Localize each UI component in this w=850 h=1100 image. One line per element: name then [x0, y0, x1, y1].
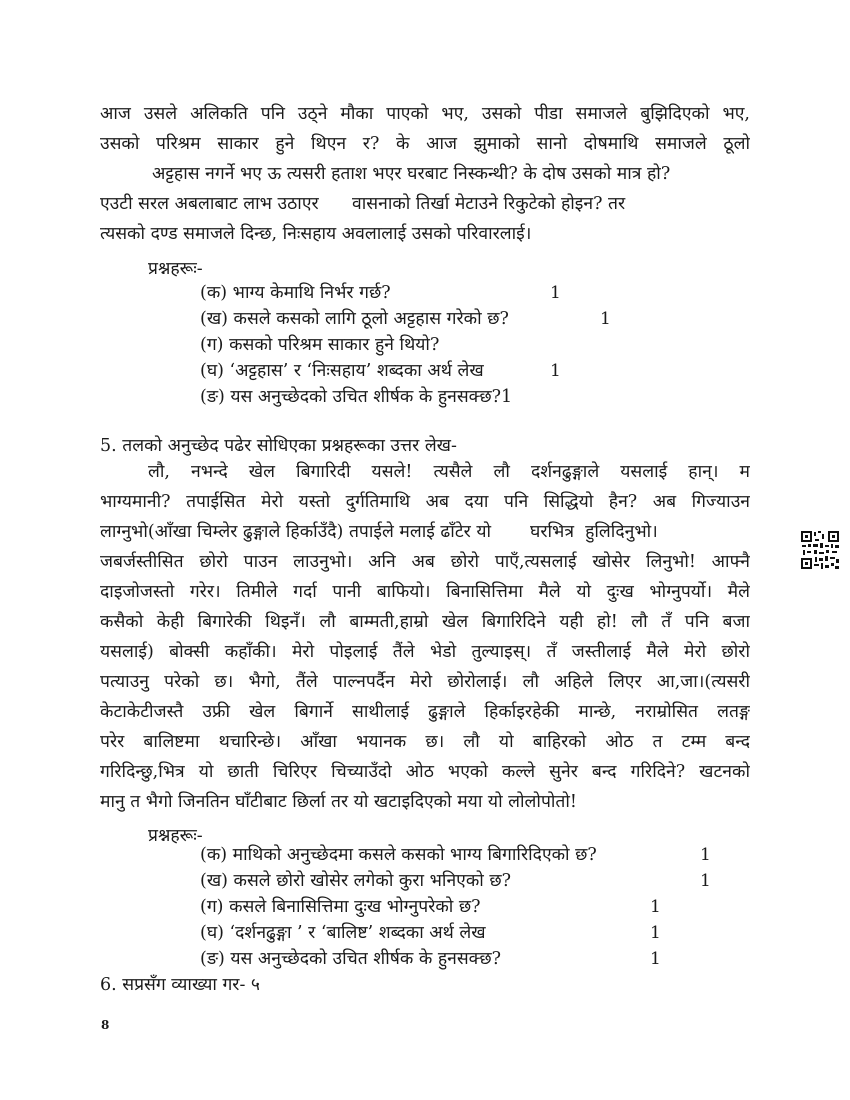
- passage1-line-1: आज उसले अलिकति पनि उठ्ने मौका पाएको भए, उसको पीडा समाजले बुझिदिएको भए,: [100, 104, 750, 124]
- mark-1d: 1: [550, 361, 561, 381]
- passage1-line-4: एउटी सरल अबलाबाट लाभ उठाएर वासनाको तिर्खा मेटाउने रिकुटेको होइन? तर: [100, 194, 626, 214]
- section5-line-6: कसैको केही बिगारेकी थिइनँ। लौ बाम्मती,हाम्रो खेल बिगारिदिने यही हो! लौ तँ पनि बजा: [100, 612, 750, 632]
- passage1-line-3: अट्टहास नगर्ने भए ऊ त्यसरी हताश भएर घरबाट निस्कन्थी? के दोष उसको मात्र हो?: [152, 164, 671, 184]
- mark-5d: 1: [650, 923, 661, 943]
- section5-line-3: लाग्नुभो(आँखा चिम्लेर ढुङ्गाले हिर्काउँदै) तपाईले मलाई ढाँटेर यो घरभित्र हुलिदिनुभो।: [100, 522, 658, 542]
- question-5b: (ख) कसले छोरो खोसेर लगेको कुरा भनिएको छ?: [200, 871, 512, 891]
- section5-line-12: मानु त भैगो जिनतिन घाँटीबाट छिर्ला तर यो खटाइदिएको मया यो लोलोपोतो!: [100, 792, 577, 812]
- question-5a: (क) माथिको अनुच्छेदमा कसले कसको भाग्य बिगारिदिएको छ?: [200, 845, 597, 865]
- question-1d: (घ) ‘अट्टहास’ र ‘निःसहाय’ शब्दका अर्थ लेख: [200, 361, 484, 381]
- section5-line-1: लौ, नभन्दे खेल बिगारिदी यसले! त्यसैले लौ दर्शनढुङ्गाले यसलाई हान्। म: [148, 462, 750, 482]
- passage1-line-2: उसको परिश्रम साकार हुने थिएन र? के आज झुमाको सानो दोषमाथि समाजले ठूलो: [100, 134, 750, 154]
- question-1b: (ख) कसले कसको लागि ठूलो अट्टहास गरेको छ?: [200, 309, 509, 329]
- mark-1a: 1: [550, 283, 561, 303]
- mark-5c: 1: [650, 897, 661, 917]
- section5-line-7: यसलाई) बोक्सी कहाँकी। मेरो पोइलाई तैंले भेडो तुल्याइस्। तँ जस्तीलाई मैले मेरो छोरो: [100, 642, 750, 662]
- section5-line-11: गरिदिन्छु,भित्र यो छाती चिरिएर चिच्याउँदो ओठ भएको कल्ले सुनेर बन्द गरिदिने? खटनको: [100, 762, 750, 782]
- question-5d: (घ) ‘दर्शनढुङ्गा ’ र ‘बालिष्ट’ शब्दका अर्थ लेख: [200, 923, 486, 943]
- mark-5e: 1: [650, 949, 661, 969]
- section5-line-10: परेर बालिष्टमा थचारिन्छे। आँखा भयानक छ। लौ यो बाहिरको ओठ त टम्म बन्द: [100, 732, 750, 752]
- section5-line-9: केटाकेटीजस्तै उफ्री खेल बिगार्ने साथीलाई ढुङ्गाले हिर्काइरहेकी मान्छे, नराम्रोसित लतङ्ग: [100, 702, 750, 722]
- questions-heading-2: प्रश्नहरूः-: [148, 826, 203, 846]
- mark-1b: 1: [600, 309, 611, 329]
- question-5e: (ङ) यस अनुच्छेदको उचित शीर्षक के हुनसक्छ?: [200, 949, 501, 969]
- qr-code-icon: [800, 530, 840, 570]
- section5-line-8: पत्याउनु परेको छ। भैगो, तैंले पाल्नपर्दैन मेरो छोरोलाई। लौ अहिले लिएर आ,जा।(त्यसरी: [100, 672, 750, 692]
- question-1a: (क) भाग्य केमाथि निर्भर गर्छ?: [200, 283, 391, 303]
- section5-line-4: जबर्जस्तीसित छोरो पाउन लाउनुभो। अनि अब छोरो पाएँ,त्यसलाई खोसेर लिनुभो! आफ्नै: [100, 552, 750, 572]
- mark-5a: 1: [700, 845, 711, 865]
- page-number: 8: [101, 1018, 110, 1032]
- question-1c: (ग) कसको परिश्रम साकार हुने थियो?: [200, 335, 440, 355]
- passage1-line-5: त्यसको दण्ड समाजले दिन्छ, निःसहाय अवलालाई उसको परिवारलाई।: [100, 224, 532, 244]
- section5-line-2: भाग्यमानी? तपाईसित मेरो यस्तो दुर्गतिमाथि अब दया पनि सिद्धियो हैन? अब गिज्याउन: [100, 492, 750, 512]
- section5-line-5: दाइजोजस्तो गरेर। तिमीले गर्दा पानी बाफियो। बिनासित्तिमा मैले यो दुःख भोग्नुपर्यो। मैले: [100, 582, 750, 602]
- mark-5b: 1: [700, 871, 711, 891]
- question-1e: (ङ) यस अनुच्छेदको उचित शीर्षक के हुनसक्छ?1: [200, 387, 513, 407]
- section-5-title: 5. तलको अनुच्छेद पढेर सोधिएका प्रश्नहरूका उत्तर लेख-: [100, 436, 457, 456]
- question-5c: (ग) कसले बिनासित्तिमा दुःख भोग्नुपरेको छ?: [200, 897, 481, 917]
- questions-heading-1: प्रश्नहरूः-: [148, 259, 203, 279]
- section-6-title: 6. सप्रसँग व्याख्या गर- ५: [100, 975, 261, 995]
